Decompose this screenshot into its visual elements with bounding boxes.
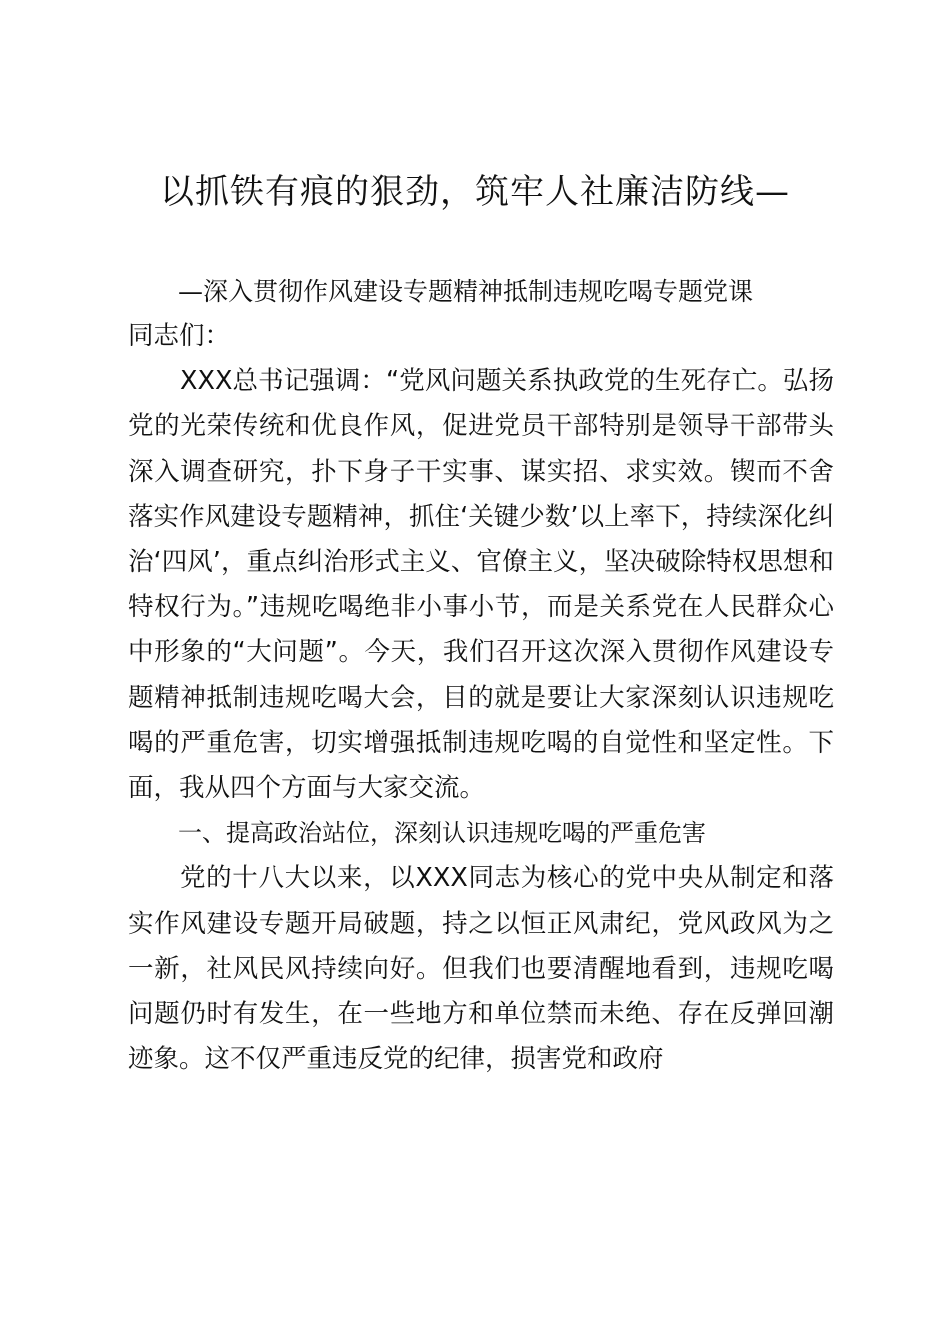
document-body [128,314,834,1082]
document-subtitle: —深入贯彻作风建设专题精神抵制违规吃喝专题党课 [178,277,754,306]
document-title: 以抓铁有痕的狠劲，筑牢人社廉洁防线— [160,172,790,212]
section-heading: 一、提高政治站位，深刻认识违规吃喝的严重危害 [178,819,706,848]
body-paragraph: XXX总书记强调：“党风问题关系执政党的生死存亡。弘扬党的光荣传统和优良作风，促进党员干部特别是领导干部带头深入调查研究，扑下身子干实事、谋实招、求实效。锲而不舍落实作风建设专题精神，抓住‘关键少数’以上率下，持续深化纠治‘四风’，重点纠治形式主义、官僚主义，坚决破除特权思想和特权行为。”违规吃喝绝非小事小节，而是关系党在人民群众心中形象的“大问题”。今天，我们召开这次深入贯彻作风建设专题精神抵制违规吃喝大会，目的就是要让大家深刻认识违规吃喝的严重危害，切实增强抵制违规吃喝的自觉性和坚定性。下面，我从四个方面与大家交流。 [128,366,834,804]
salutation: 同志们： [128,321,231,351]
section-paragraph: 党的十八大以来，以XXX同志为核心的党中央从制定和落实作风建设专题开局破题，持之以恒正风肃纪，党风政风为之一新，社风民风持续向好。但我们也要清醒地看到，违规吃喝问题仍时有发生，在一些地方和单位禁而未绝、存在反弹回潮迹象。这不仅严重违反党的纪律，损害党和政府 [128,863,834,1075]
